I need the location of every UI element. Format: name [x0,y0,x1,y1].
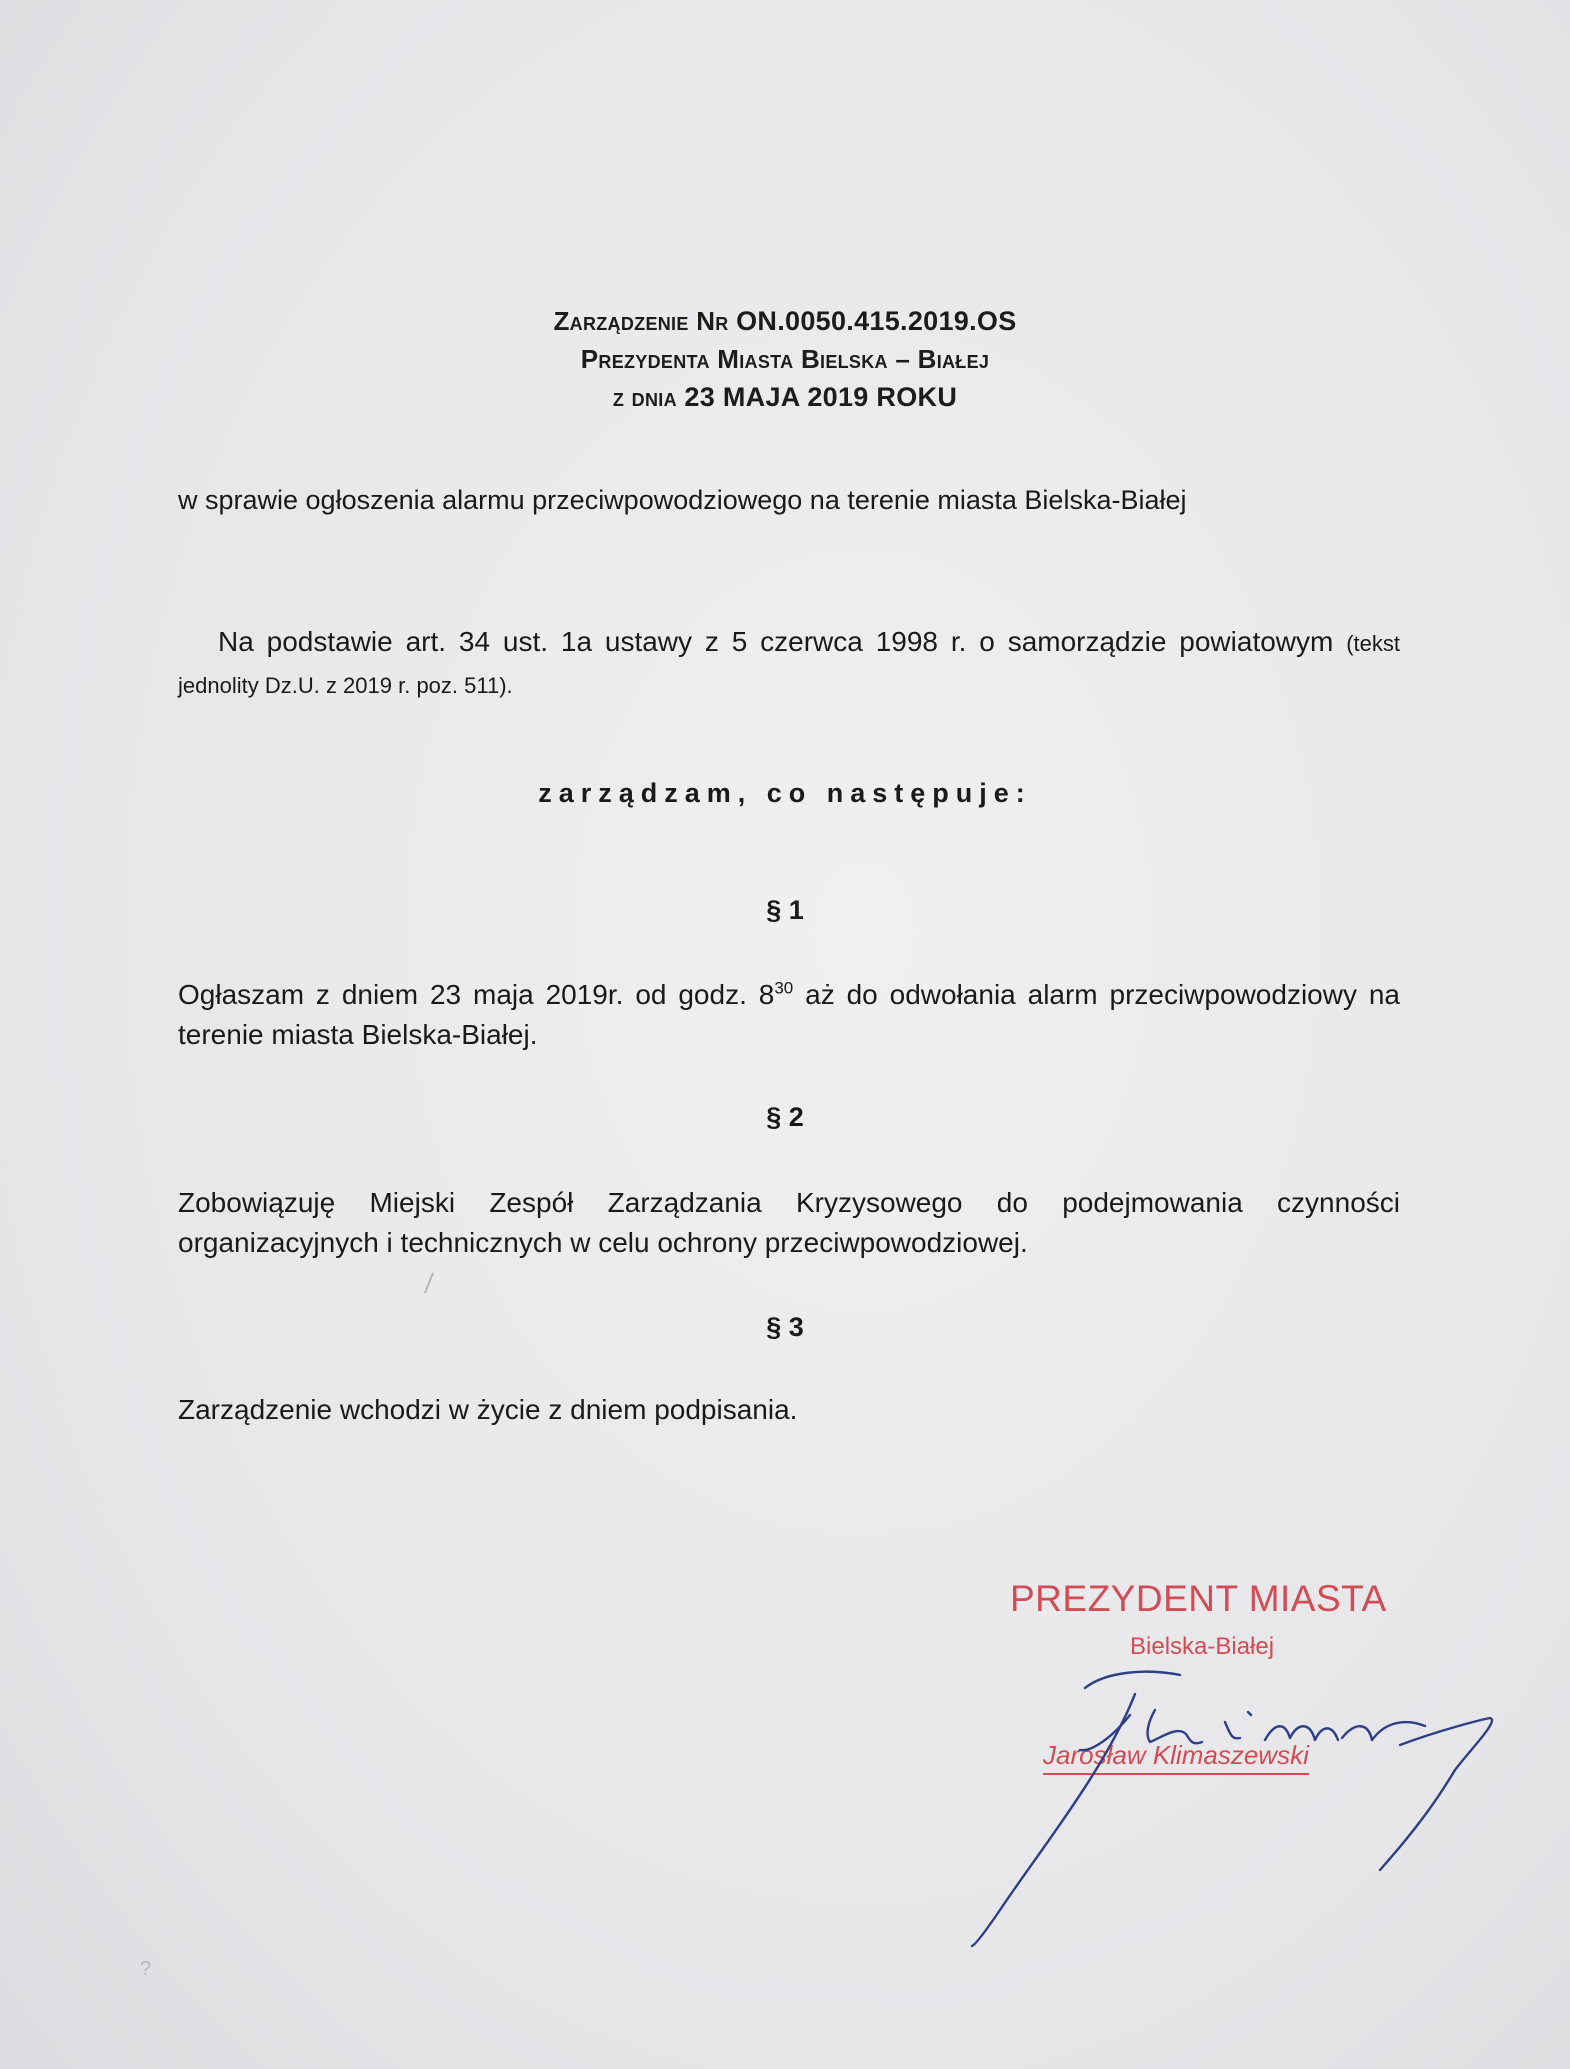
section-2-heading: § 2 [766,1102,804,1132]
signature-stroke-m [1265,1726,1338,1740]
signature-stroke-long [972,1694,1135,1946]
signature-stroke-g [1380,1718,1492,1870]
signature-stroke-tail [1342,1722,1425,1740]
signature-stroke-dot [1248,1712,1251,1715]
legal-citation: (tekst jednolity Dz.U. z 2019 r. poz. 511). [178,631,1400,698]
signature-stroke-top [1085,1672,1180,1688]
stamp-title: PREZYDENT MIASTA [1010,1578,1387,1619]
stamp-name: Jarosław Klimaszewski [1043,1740,1309,1775]
document-header [0,302,1570,416]
ordering-formula: zarządzam, co następuje: [538,778,1032,808]
section-1-heading: § 1 [766,895,804,925]
section-1-text-before: Ogłaszam z dniem 23 maja 2019r. od godz. 8 [178,979,775,1010]
signature-stroke-k [1148,1710,1202,1743]
issuer-line: Prezydenta Miasta Bielska – Białej [580,344,990,374]
ordinance-number: ON.0050.415.2019.OS [736,306,1017,336]
stamp-city: Bielska-Białej [1130,1633,1275,1660]
section-3-text: Zarządzenie wchodzi w życie z dniem podpisania. [178,1394,798,1425]
signature-stroke-i [1225,1722,1240,1738]
ordinance-title [0,302,1570,340]
section-1-text-after: aż do odwołania alarm przeciwpowodziowy na terenie miasta Bielska-Białej. [178,979,1400,1050]
section-3-heading: § 3 [766,1312,804,1342]
date-prefix: z dnia [612,382,677,412]
ordinance-prefix: Zarządzenie Nr [553,306,729,336]
time-minutes: 30 [774,978,794,998]
legal-basis [178,622,1400,706]
subject-line: w sprawie ogłoszenia alarmu przeciwpowodziowego na terenie miasta Bielska-Białej [178,485,1187,515]
paper-mark: ? [140,1958,152,1980]
handwritten-signature [880,1660,1520,1950]
date-line [0,378,1570,416]
section-2-text: Zobowiązuję Miejski Zespół Zarządzania Kryzysowego do podejmowania czynności organizacyjnych i technicznych w celu ochrony przeciwpowodziowej. [178,1187,1400,1258]
ordinance-date: 23 MAJA 2019 ROKU [684,382,958,412]
section-1-text [178,975,1400,1055]
legal-basis-text: Na podstawie art. 34 ust. 1a ustawy z 5 czerwca 1998 r. o samorządzie powiatowym [218,626,1334,657]
paper-speck [424,1272,434,1293]
